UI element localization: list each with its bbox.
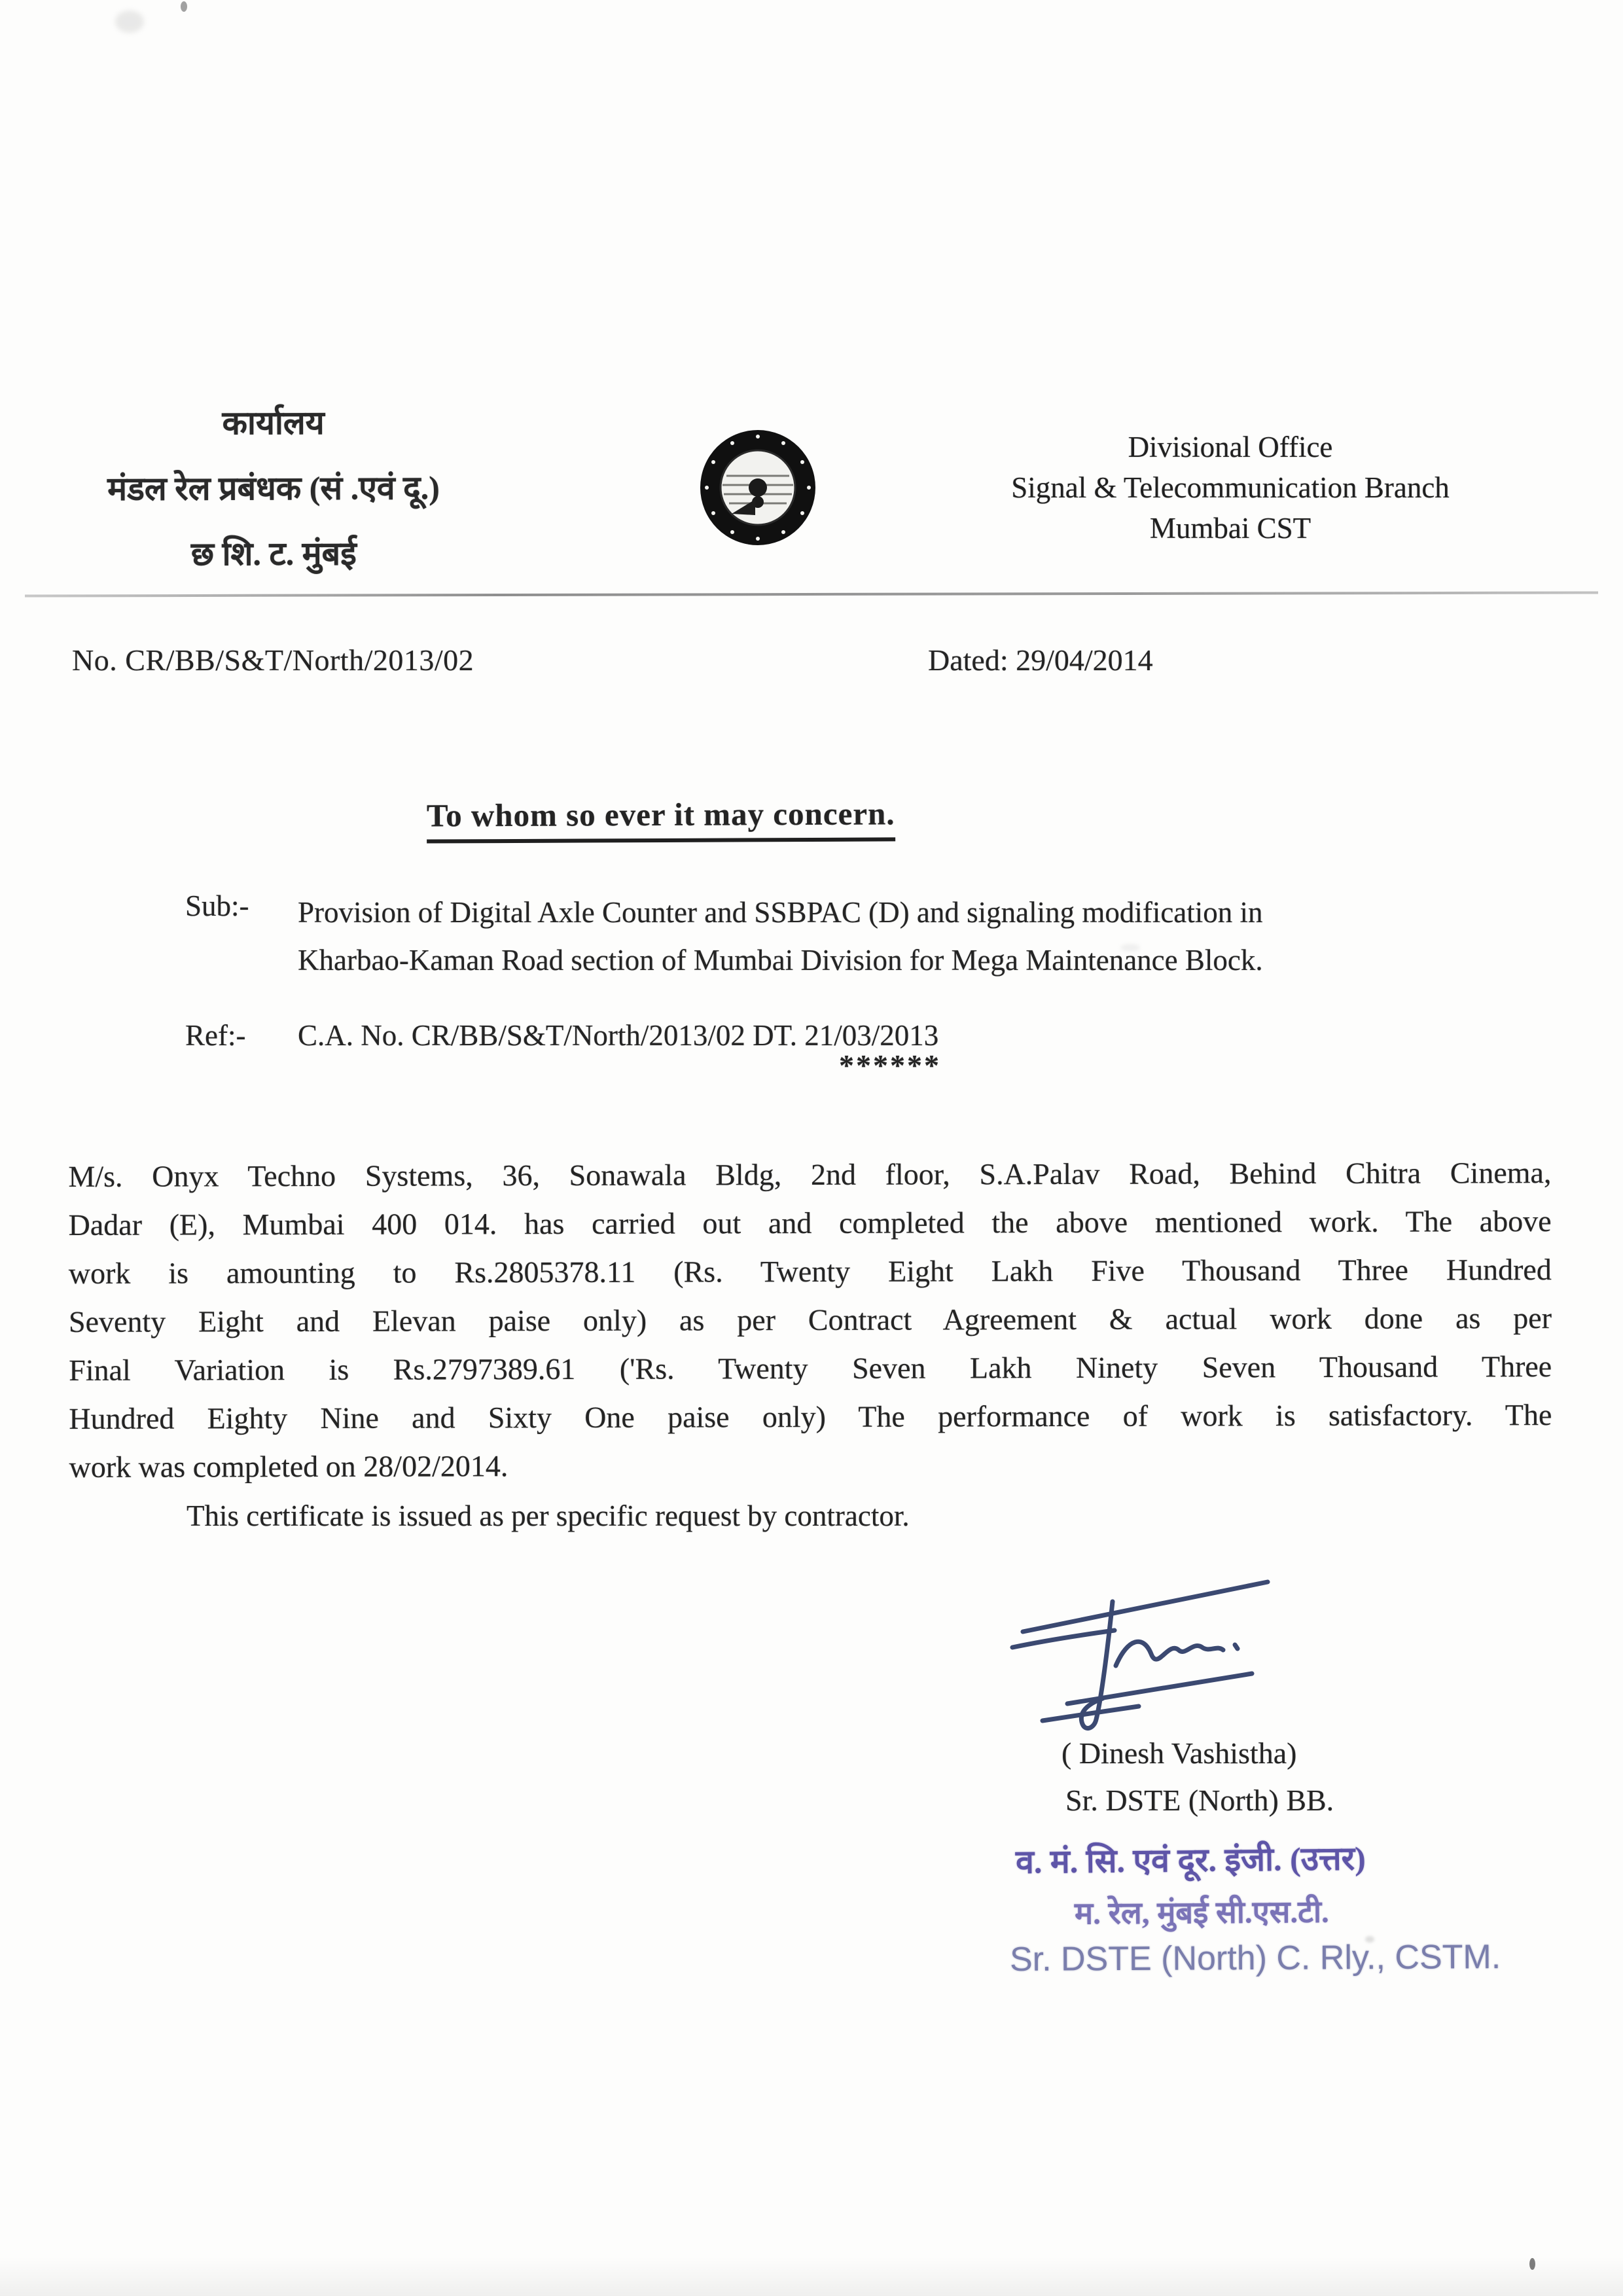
- body-line: Final Variation is Rs.2797389.61 ('Rs. Twenty Seven Lakh Ninety Seven Thousand Three: [69, 1350, 1552, 1387]
- body-line: Dadar (E), Mumbai 400 014. has carried out and completed the above mentioned work. The above: [68, 1204, 1552, 1242]
- body-line: work is amounting to Rs.2805378.11 (Rs. Twenty Eight Lakh Five Thousand Three Hundred: [68, 1253, 1552, 1290]
- letterhead-hindi-line2: मंडल रेल प्रबंधक (सं .एवं दू.): [107, 469, 440, 507]
- indian-railways-emblem-icon: [692, 422, 823, 556]
- scan-smudge: [1120, 944, 1140, 952]
- reference-label: Ref:-: [185, 1019, 246, 1052]
- subject-label: Sub:-: [185, 889, 249, 922]
- handwritten-signature: [1005, 1568, 1286, 1744]
- signatory-name: ( Dinesh Vashistha): [1061, 1736, 1297, 1770]
- letterhead-english-block: [942, 427, 1518, 548]
- scan-speck: [181, 1, 187, 12]
- letterhead-divider-line: [25, 591, 1598, 597]
- body-line: Hundred Eighty Nine and Sixty One paise only) The performance of work is satisfactory. The: [69, 1398, 1552, 1435]
- closing-line: This certificate is issued as per specific request by contractor.: [187, 1499, 910, 1532]
- subject-line2: Kharbao-Kaman Road section of Mumbai Division for Mega Maintenance Block.: [298, 944, 1263, 977]
- stamp-hindi-line2: म. रेल, मुंबई सी.एस.टी.: [1074, 1895, 1329, 1931]
- body-line: M/s. Onyx Techno Systems, 36, Sonawala Bldg, 2nd floor, S.A.Palav Road, Behind Chitra Cinema,: [68, 1156, 1552, 1193]
- scan-smudge: [115, 10, 144, 33]
- body-line: Seventy Eight and Elevan paise only) as per Contract Agreement & actual work done as per: [68, 1301, 1552, 1338]
- letterhead-english-line3: Mumbai CST: [1149, 512, 1311, 545]
- letterhead-hindi-block: [77, 389, 470, 587]
- letter-number: No. CR/BB/S&T/North/2013/02: [72, 643, 474, 677]
- scan-smudge: [1365, 1936, 1374, 1943]
- signatory-designation: Sr. DSTE (North) BB.: [1065, 1784, 1334, 1817]
- letter-date: Dated: 29/04/2014: [928, 643, 1153, 677]
- letterhead-hindi-line1: कार्यालय: [222, 404, 325, 442]
- asterisk-separator: ******: [839, 1049, 941, 1082]
- scan-speck: [1529, 2258, 1535, 2270]
- reference-text: C.A. No. CR/BB/S&T/North/2013/02 DT. 21/03/2013: [298, 1019, 939, 1052]
- stamp-english-line: Sr. DSTE (North) C. Rly., CSTM.: [1009, 1938, 1501, 1979]
- body-paragraph: [68, 1149, 1552, 1492]
- letterhead-english-line1: Divisional Office: [1128, 431, 1333, 463]
- stamp-hindi-line1: व. मं. सि. एवं दूर. इंजी. (उत्तर): [1015, 1840, 1366, 1880]
- letterhead-english-line2: Signal & Telecommunication Branch: [1011, 471, 1450, 504]
- subject-text: [298, 889, 1528, 984]
- subject-line1: Provision of Digital Axle Counter and SSBPAC (D) and signaling modification in: [298, 896, 1263, 929]
- letter-title: To whom so ever it may concern.: [427, 795, 895, 843]
- letterhead-hindi-line3: छ शि. ट. मुंबई: [190, 535, 357, 573]
- body-line: work was completed on 28/02/2014.: [69, 1449, 508, 1484]
